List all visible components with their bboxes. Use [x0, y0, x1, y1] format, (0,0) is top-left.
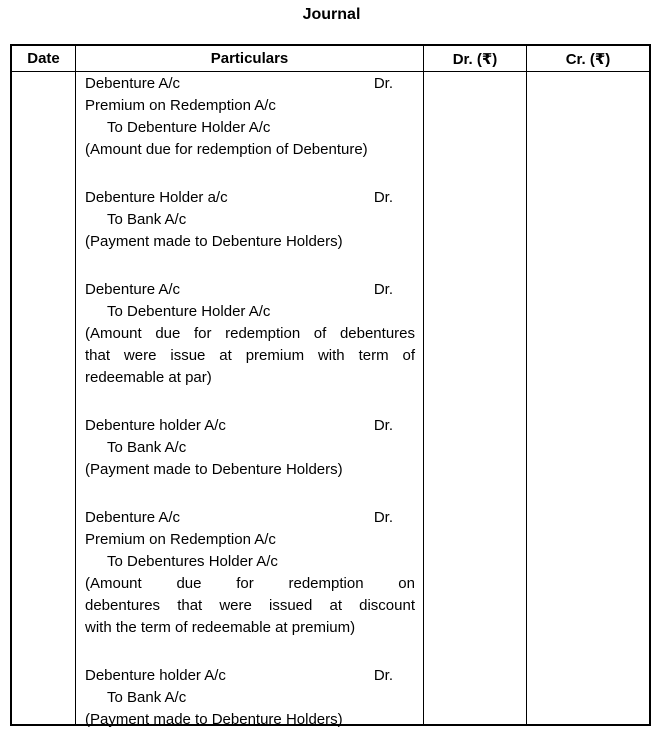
header-cr: Cr. (₹) [565, 50, 611, 68]
account-name: To Debenture Holder A/c [107, 303, 271, 320]
debit-account-line [85, 73, 415, 95]
account-name: To Bank A/c [107, 689, 187, 706]
account-name: Debenture A/c [85, 281, 181, 298]
narration-line: debentures that were issued at discount [85, 597, 415, 614]
narration-line: redeemable at par) [85, 369, 212, 386]
debit-account-line [85, 507, 415, 529]
debit-account-line [85, 529, 415, 551]
account-name: Premium on Redemption A/c [85, 531, 276, 548]
account-name: Debenture A/c [85, 75, 181, 92]
journal-entry [85, 507, 415, 639]
dr-amount-cell [424, 72, 527, 724]
account-name: Debenture holder A/c [85, 417, 226, 434]
dr-label: Dr. [373, 281, 393, 298]
narration-line: (Payment made to Debenture Holders) [85, 711, 343, 728]
narration-line: (Amount due for redemption of debentures [85, 325, 415, 342]
credit-account-line [85, 551, 415, 573]
credit-account-line [85, 301, 415, 323]
account-name: To Bank A/c [107, 439, 187, 456]
credit-account-line [85, 209, 415, 231]
table-body-row [12, 72, 649, 728]
credit-account-line [85, 687, 415, 709]
narration-line: with the term of redeemable at premium) [85, 619, 356, 636]
account-name: Debenture Holder a/c [85, 189, 228, 206]
dr-label: Dr. [373, 417, 393, 434]
page-title: Journal [302, 6, 361, 23]
account-name: Debenture A/c [85, 509, 181, 526]
dr-label: Dr. [373, 509, 393, 526]
debit-account-line [85, 665, 415, 687]
journal-entry [85, 415, 415, 481]
dr-label: Dr. [373, 667, 393, 684]
header-particulars: Particulars [76, 46, 424, 71]
narration-line: (Payment made to Debenture Holders) [85, 233, 343, 250]
debit-account-line [85, 95, 415, 117]
debit-account-line [85, 415, 415, 437]
header-dr: Dr. (₹) [424, 46, 527, 71]
narration-line: (Amount due for redemption of Debenture) [85, 141, 368, 158]
account-name: Debenture holder A/c [85, 667, 226, 684]
journal-entry [85, 187, 415, 253]
narration-line: that were issue at premium with term of [85, 347, 415, 364]
account-name: To Debenture Holder A/c [107, 119, 271, 136]
credit-account-line [85, 117, 415, 139]
debit-account-line [85, 187, 415, 209]
narration-line: (Payment made to Debenture Holders) [85, 461, 343, 478]
header-date: Date [12, 46, 76, 71]
account-name: To Bank A/c [107, 211, 187, 228]
dr-label: Dr. [373, 189, 393, 206]
cr-amount-cell [527, 72, 649, 724]
dr-label: Dr. [373, 75, 393, 92]
journal-table [10, 44, 651, 726]
narration-line: (Amount due for redemption on [85, 575, 415, 592]
date-cell [12, 72, 76, 724]
account-name: To Debentures Holder A/c [107, 553, 278, 570]
debit-account-line [85, 279, 415, 301]
particulars-cell [76, 72, 424, 728]
journal-entry [85, 73, 415, 161]
journal-entry [85, 665, 415, 731]
journal-entry [85, 279, 415, 389]
account-name: Premium on Redemption A/c [85, 97, 276, 114]
table-header-row [12, 46, 649, 72]
credit-account-line [85, 437, 415, 459]
